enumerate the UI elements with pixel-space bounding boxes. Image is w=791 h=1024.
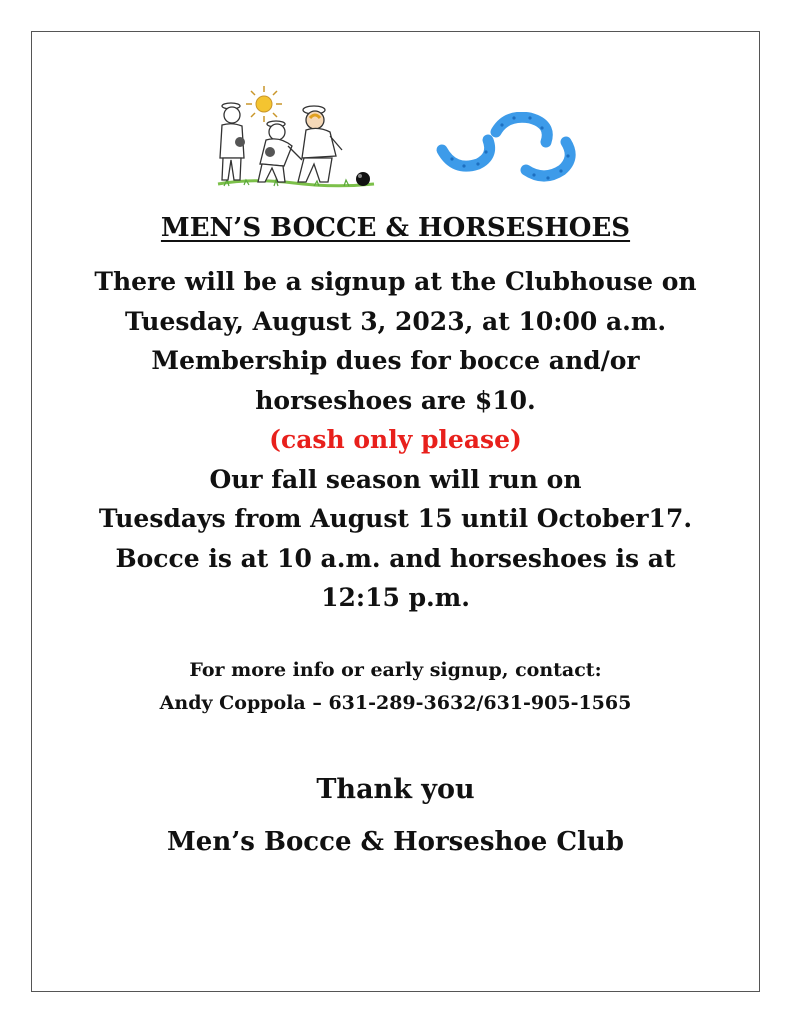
body-line-dues: Membership dues for bocce and/or: [151, 346, 640, 375]
cash-only-note: (cash only please): [269, 425, 522, 454]
body-line-season-dates: Tuesdays from August 15 until October17.: [98, 504, 693, 533]
horseshoes-clipart-icon: [434, 112, 580, 184]
flyer-title: MEN’S BOCCE & HORSESHOES: [160, 213, 631, 243]
body-line-dues-amount: horseshoes are $10.: [255, 385, 536, 415]
thank-you: Thank you: [316, 774, 475, 805]
club-name: Men’s Bocce & Horseshoe Club: [167, 827, 624, 857]
body-line-horseshoe-time: 12:15 p.m.: [321, 583, 470, 612]
contact-intro: For more info or early signup, contact:: [189, 659, 602, 681]
body-line-times: Bocce is at 10 a.m. and horseshoes is at: [115, 543, 676, 573]
horseshoe-right-icon: [526, 142, 570, 176]
contact-name-phone: Andy Coppola – 631-289-3632/631-905-1565: [159, 692, 632, 714]
sun-icon: [246, 86, 282, 122]
contact-info: [0, 654, 791, 720]
horseshoe-top-icon: [496, 117, 547, 142]
body-line-signup: There will be a signup at the Clubhouse on: [94, 267, 697, 296]
body-line-date: Tuesday, August 3, 2023, at 10:00 a.m.: [124, 306, 667, 336]
announcement-body: [40, 262, 751, 618]
horseshoe-left-icon: [442, 140, 490, 166]
body-line-season: Our fall season will run on: [209, 464, 582, 494]
bocce-players-clipart-icon: [214, 80, 382, 194]
